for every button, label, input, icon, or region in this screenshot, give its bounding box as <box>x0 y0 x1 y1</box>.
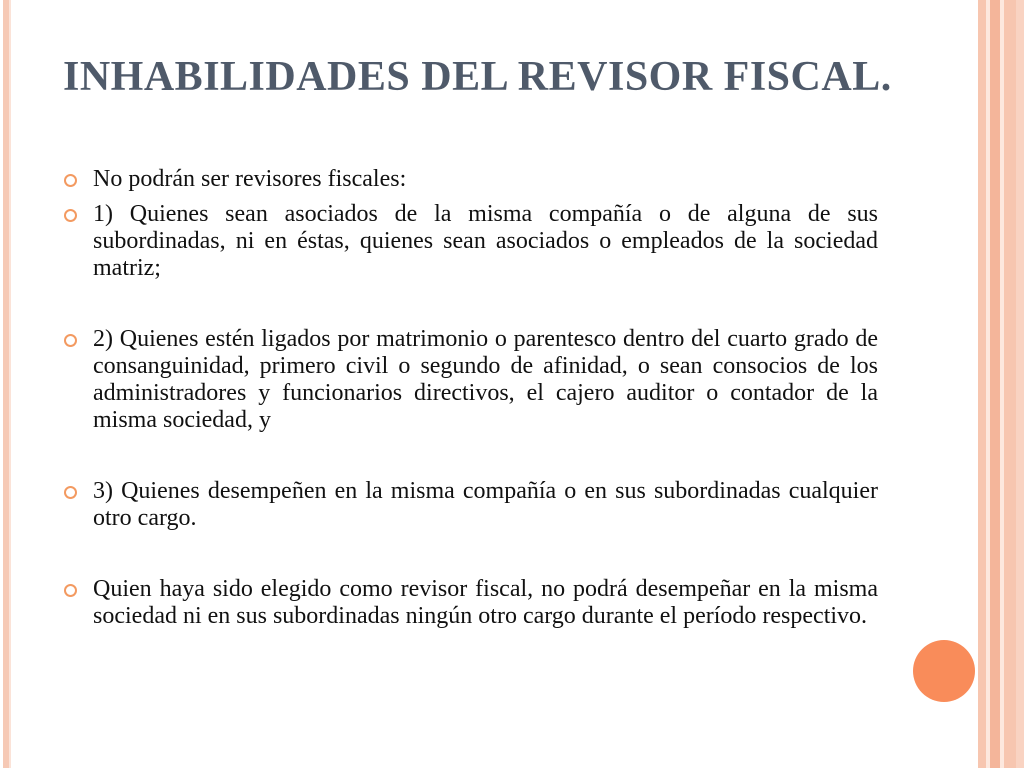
circle-bullet-icon <box>64 174 77 187</box>
bullet-item <box>62 478 878 532</box>
bullet-item <box>62 166 878 193</box>
slide-title: INHABILIDADES DEL REVISOR FISCAL. <box>63 54 892 100</box>
right-decor-stripe <box>1004 0 1016 768</box>
bullet-item <box>62 576 878 630</box>
bullet-text: No podrán ser revisores fiscales: <box>93 166 407 192</box>
left-border-stripe-inner <box>9 0 11 768</box>
circle-bullet-icon <box>64 486 77 499</box>
bullet-item <box>62 326 878 434</box>
circle-bullet-icon <box>64 334 77 347</box>
bullet-text: 2) Quienes estén ligados por matrimonio o parentesco dentro del cuarto grado de consanguinidad, primero civil o segundo de afinidad, o sean consocios de los administradores y funcionarios directivos, el cajero auditor o contador de la misma sociedad, y <box>93 326 878 433</box>
right-decor-stripe <box>990 0 1000 768</box>
bullet-item <box>62 201 878 282</box>
decorative-orange-circle <box>913 640 975 702</box>
circle-bullet-icon <box>64 209 77 222</box>
right-decor-stripe <box>1016 0 1024 768</box>
bullet-text: 3) Quienes desempeñen en la misma compañía o en sus subordinadas cualquier otro cargo. <box>93 478 878 531</box>
right-decor-stripe <box>978 0 986 768</box>
bullet-text: 1) Quienes sean asociados de la misma compañía o de alguna de sus subordinadas, ni en éstas, quienes sean asociados o empleados de la sociedad matriz; <box>93 201 878 281</box>
circle-bullet-icon <box>64 584 77 597</box>
bullet-text: Quien haya sido elegido como revisor fiscal, no podrá desempeñar en la misma sociedad ni en sus subordinadas ningún otro cargo durante el período respectivo. <box>93 576 878 629</box>
bullet-list <box>62 166 878 630</box>
